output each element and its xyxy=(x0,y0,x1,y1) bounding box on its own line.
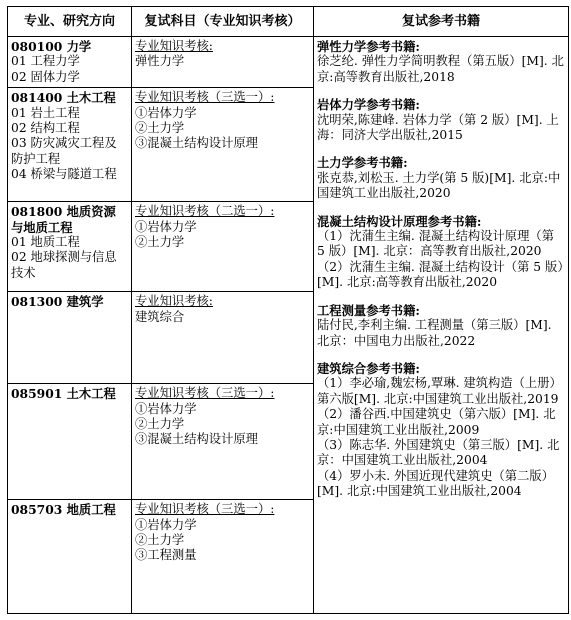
major-code: 081800 地质资源与地质工程 xyxy=(11,204,116,235)
major-cell xyxy=(8,202,132,292)
subject-item: ②土力学 xyxy=(135,235,185,250)
subject-title: 专业知识考核（三选一）: xyxy=(135,502,275,517)
book-section xyxy=(317,361,565,500)
subject-title: 专业知识考核（二选一）: xyxy=(135,204,275,219)
subject-title: 专业知识考核: xyxy=(135,294,213,309)
book-section-title: 工程测量参考书籍: xyxy=(317,302,420,318)
subject-cell xyxy=(132,292,314,384)
subject-cell xyxy=(132,384,314,500)
major-code: 085901 土木工程 xyxy=(11,386,116,402)
table-row xyxy=(8,37,569,88)
book-section xyxy=(317,214,565,291)
book-section xyxy=(317,97,565,143)
subject-title: 专业知识考核: xyxy=(135,39,213,53)
subject-title: 专业知识考核（三选一）: xyxy=(135,386,275,401)
book-entry: （1）沈蒲生主编. 混凝土结构设计原理（第 5 版）[M]. 北京：高等教育出版社,2020 xyxy=(317,229,554,259)
direction-item: 04 桥梁与隧道工程 xyxy=(11,167,117,182)
book-section-title: 混凝土结构设计原理参考书籍: xyxy=(317,213,482,229)
book-section-title: 岩体力学参考书籍: xyxy=(317,97,420,113)
direction-item: 03 防灾减灾工程及防护工程 xyxy=(11,136,117,166)
subject-item: ①岩体力学 xyxy=(135,219,197,234)
book-section-title: 土力学参考书籍: xyxy=(317,155,408,171)
book-section-title: 建筑综合参考书籍: xyxy=(317,360,420,376)
exam-table xyxy=(7,6,569,614)
major-cell xyxy=(8,37,132,88)
major-code: 081300 建筑学 xyxy=(11,294,104,310)
subject-cell xyxy=(132,202,314,292)
book-entry: （4）罗小未. 外国近现代建筑史（第二版）[M]. 北京:中国建筑工业出版社,2004 xyxy=(317,468,554,499)
header-subject: 复试科目（专业知识考核） xyxy=(132,7,314,37)
direction-item: 01 岩土工程 xyxy=(11,105,80,120)
major-cell xyxy=(8,500,132,614)
subject-cell xyxy=(132,500,314,614)
major-code: 081400 土木工程 xyxy=(11,90,116,106)
header-major: 专业、研究方向 xyxy=(8,7,132,37)
book-entry: （1）李必瑜,魏宏杨,覃琳. 建筑构造（上册）第六版[M]. 北京:中国建筑工业出版社,2019 xyxy=(317,376,562,406)
subject-item: ①岩体力学 xyxy=(135,401,197,416)
book-entry: 沈明荣,陈建峰. 岩体力学（第 2 版）[M]. 上海：同济大学出版社,2015 xyxy=(317,112,559,143)
book-section-title: 弹性力学参考书籍: xyxy=(317,39,420,54)
major-cell xyxy=(8,384,132,500)
subject-item: 弹性力学 xyxy=(135,54,185,69)
major-cell xyxy=(8,292,132,384)
major-code: 080100 力学 xyxy=(11,39,92,54)
book-entry: 张克恭,刘松玉. 土力学(第 5 版)[M]. 北京:中国建筑工业出版社,2020 xyxy=(317,170,561,201)
subject-item: 建筑综合 xyxy=(135,309,185,324)
subject-cell xyxy=(132,88,314,202)
book-section xyxy=(317,155,565,201)
book-entry: （3）陈志华. 外国建筑史（第三版）[M]. 北京：中国建筑工业出版社,2004 xyxy=(317,437,560,468)
major-code: 085703 地质工程 xyxy=(11,502,116,518)
book-entry: 徐芝纶. 弹性力学简明教程（第五版）[M]. 北京:高等教育出版社,2018 xyxy=(317,54,564,84)
header-books: 复试参考书籍 xyxy=(314,7,569,37)
subject-item: ②土力学 xyxy=(135,417,185,432)
book-section xyxy=(317,39,565,85)
direction-item: 02 结构工程 xyxy=(11,121,80,136)
subject-item: ③混凝土结构设计原理 xyxy=(135,432,258,447)
book-entry: （2）潘谷西.中国建筑史（第六版）[M]. 北京:中国建筑工业出版社,2009 xyxy=(317,407,556,437)
direction-item: 01 工程力学 xyxy=(11,54,80,69)
book-section xyxy=(317,303,565,349)
table-header-row xyxy=(8,7,569,37)
direction-item: 02 固体力学 xyxy=(11,69,80,84)
subject-cell xyxy=(132,37,314,88)
subject-title: 专业知识考核（三选一）: xyxy=(135,90,275,105)
direction-item: 01 地质工程 xyxy=(11,235,80,250)
subject-item: ①岩体力学 xyxy=(135,517,197,532)
subject-item: ①岩体力学 xyxy=(135,105,197,120)
direction-item: 02 地球探测与信息技术 xyxy=(11,250,117,280)
subject-item: ②土力学 xyxy=(135,533,185,548)
subject-item: ③混凝土结构设计原理 xyxy=(135,136,258,151)
subject-item: ③工程测量 xyxy=(135,548,197,563)
subject-item: ②土力学 xyxy=(135,121,185,136)
book-entry: （2）沈蒲生主编. 混凝土结构设计（第 5 版）[M]. 北京:高等教育出版社,2020 xyxy=(317,259,564,290)
book-entry: 陆付民,李利主编. 工程测量（第三版）[M]. 北京：中国电力出版社,2022 xyxy=(317,318,552,348)
major-cell xyxy=(8,88,132,202)
books-cell xyxy=(314,37,569,614)
